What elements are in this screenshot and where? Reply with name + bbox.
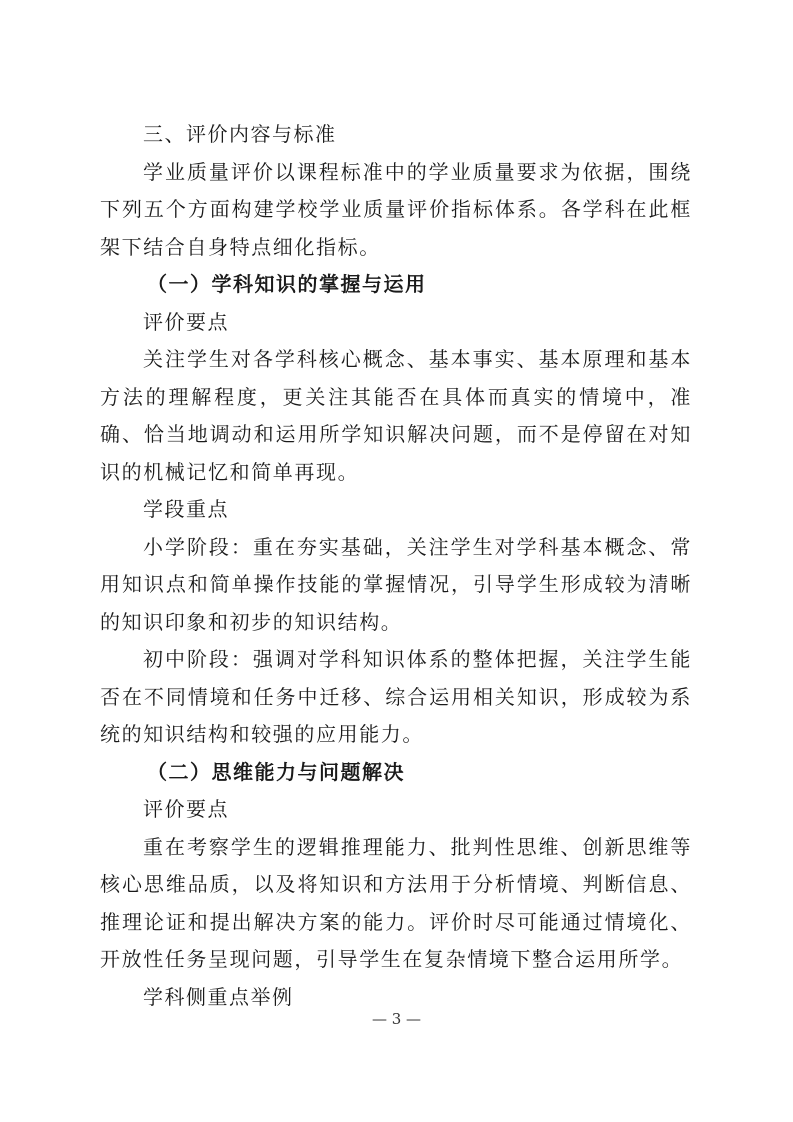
part2-eval-label: 评价要点 bbox=[143, 797, 229, 821]
part1-title: （一）学科知识的掌握与运用 bbox=[147, 272, 427, 296]
page-number: — 3 — bbox=[371, 1010, 422, 1028]
part2-title: （二）思维能力与问题解决 bbox=[147, 759, 405, 784]
part1-eval-text: 关注学生对各学科核心概念、基本事实、基本原理和基本方法的理解程度，更关注其能否在具体而真实的情境中，准确、恰当地调动和运用所学知识解决问题，而不是停留在对知识的机械记忆和简单再现。 bbox=[100, 347, 692, 484]
intro-paragraph: 学业质量评价以课程标准中的学业质量要求为依据，围绕下列五个方面构建学校学业质量评价指标体系。各学科在此框架下结合自身特点细化指标。 bbox=[100, 159, 692, 259]
part1-primary-stage: 小学阶段：重在夯实基础，关注学生对学科基本概念、常用知识点和简单操作技能的掌握情况，引导学生形成较为清晰的知识印象和初步的知识结构。 bbox=[100, 534, 692, 634]
part1-junior-stage: 初中阶段：强调对学科知识体系的整体把握，关注学生能否在不同情境和任务中迁移、综合运用相关知识，形成较为系统的知识结构和较强的应用能力。 bbox=[100, 647, 692, 746]
page-body bbox=[100, 116, 692, 1016]
part2-eval-text: 重在考察学生的逻辑推理能力、批判性思维、创新思维等核心思维品质，以及将知识和方法用于分析情境、判断信息、推理论证和提出解决方案的能力。评价时尽可能通过情境化、开放性任务呈现问题，引导学生在复杂情境下整合运用所学。 bbox=[100, 834, 692, 971]
part1-stage-label: 学段重点 bbox=[143, 497, 229, 521]
section-title: 三、评价内容与标准 bbox=[143, 122, 337, 146]
part2-subject-label: 学科侧重点举例 bbox=[143, 984, 294, 1009]
part1-eval-label: 评价要点 bbox=[143, 309, 229, 334]
